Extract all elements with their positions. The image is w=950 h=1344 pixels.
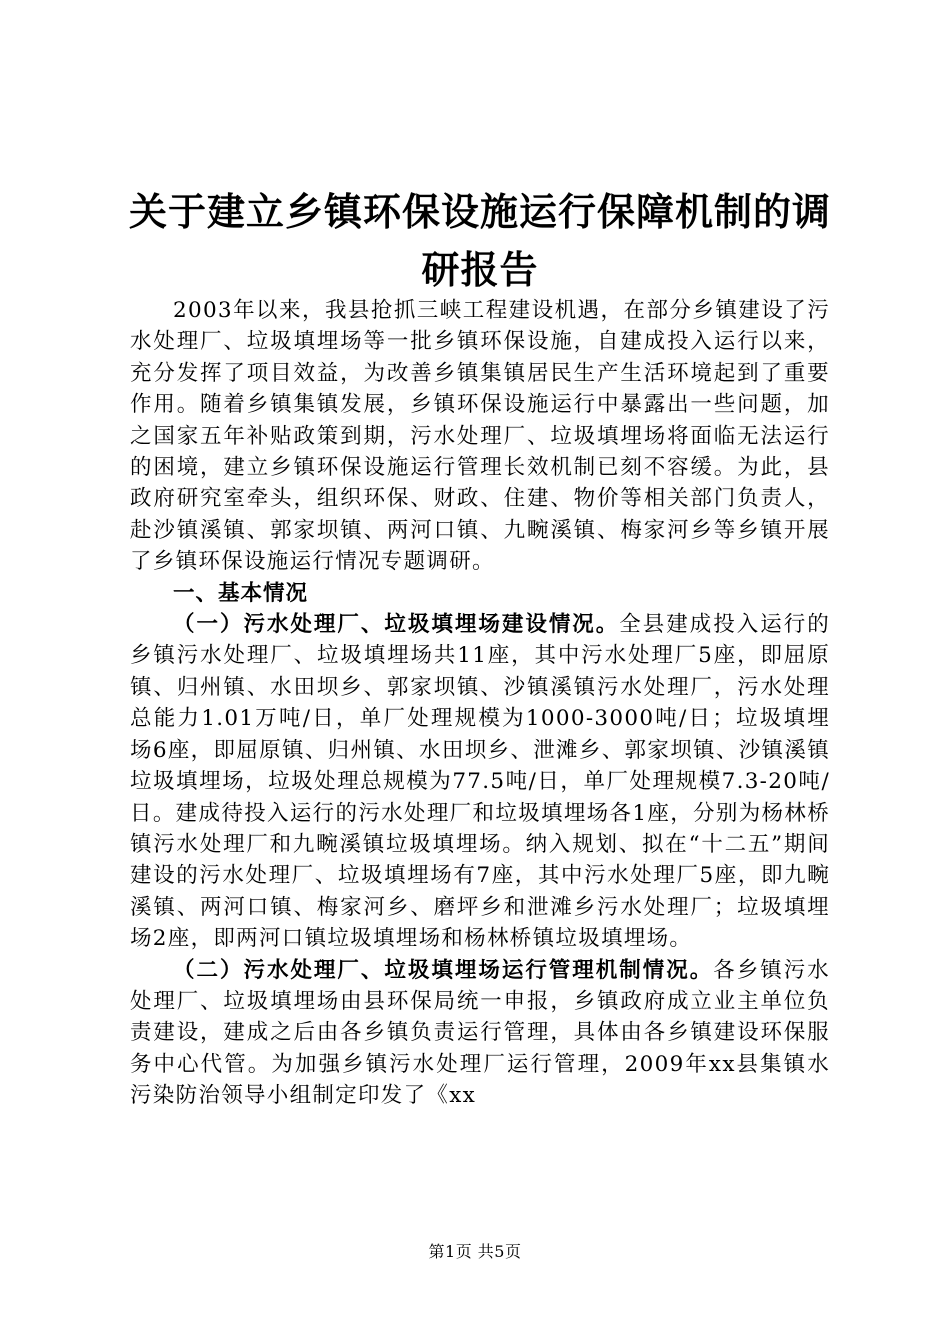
subsection-operation-lead: （二）污水处理厂、垃圾填埋场运行管理机制情况。 (173, 957, 714, 983)
subsection-construction-lead: （一）污水处理厂、垃圾填埋场建设情况。 (173, 612, 620, 638)
subsection-construction-paragraph (130, 609, 830, 954)
document-title: 关于建立乡镇环保设施运行保障机制的调研报告 (128, 190, 831, 292)
intro-paragraph: 2003年以来，我县抢抓三峡工程建设机遇，在部分乡镇建设了污水处理厂、垃圾填埋场等一批乡镇环保设施，自建成投入运行以来，充分发挥了项目效益，为改善乡镇集镇居民生产生活环境起到了重要作用。随着乡镇集镇发展，乡镇环保设施运行中暴露出一些问题，加之国家五年补贴政策到期，污水处理厂、垃圾填埋场将面临无法运行的困境，建立乡镇环保设施运行管理长效机制已刻不容缓。为此，县政府研究室牵头，组织环保、财政、住建、物价等相关部门负责人，赴沙镇溪镇、郭家坝镇、两河口镇、九畹溪镇、梅家河乡等乡镇开展了乡镇环保设施运行情况专题调研。 (130, 298, 830, 575)
subsection-operation-paragraph (130, 955, 830, 1112)
page-number-footer: 第1页 共5页 (428, 1242, 522, 1261)
section-heading-basic-situation: 一、基本情况 (173, 580, 309, 606)
subsection-operation-text: 各乡镇污水处理厂、垃圾填埋场由县环保局统一申报，乡镇政府成立业主单位负责建设，建成之后由各乡镇负责运行管理，具体由各乡镇建设环保服务中心代管。为加强乡镇污水处理厂运行管理，2009年xx县集镇水污染防治领导小组制定印发了《xx (130, 957, 830, 1109)
document-body (130, 295, 830, 1112)
subsection-construction-text: 全县建成投入运行的乡镇污水处理厂、垃圾填埋场共11座，其中污水处理厂5座，即屈原镇、归州镇、水田坝乡、郭家坝镇、沙镇溪镇污水处理厂，污水处理总能力1.01万吨/日，单厂处理规模为1000-3000吨/日；垃圾填埋场6座，即屈原镇、归州镇、水田坝乡、泄滩乡、郭家坝镇、沙镇溪镇垃圾填埋场，垃圾处理总规模为77.5吨/日，单厂处理规模7.3-20吨/日。建成待投入运行的污水处理厂和垃圾填埋场各1座，分别为杨林桥镇污水处理厂和九畹溪镇垃圾填埋场。纳入规划、拟在“十二五”期间建设的污水处理厂、垃圾填埋场有7座，其中污水处理厂5座，即九畹溪镇、两河口镇、梅家河乡、磨坪乡和泄滩乡污水处理厂；垃圾填埋场2座，即两河口镇垃圾填埋场和杨林桥镇垃圾填埋场。 (130, 612, 831, 952)
